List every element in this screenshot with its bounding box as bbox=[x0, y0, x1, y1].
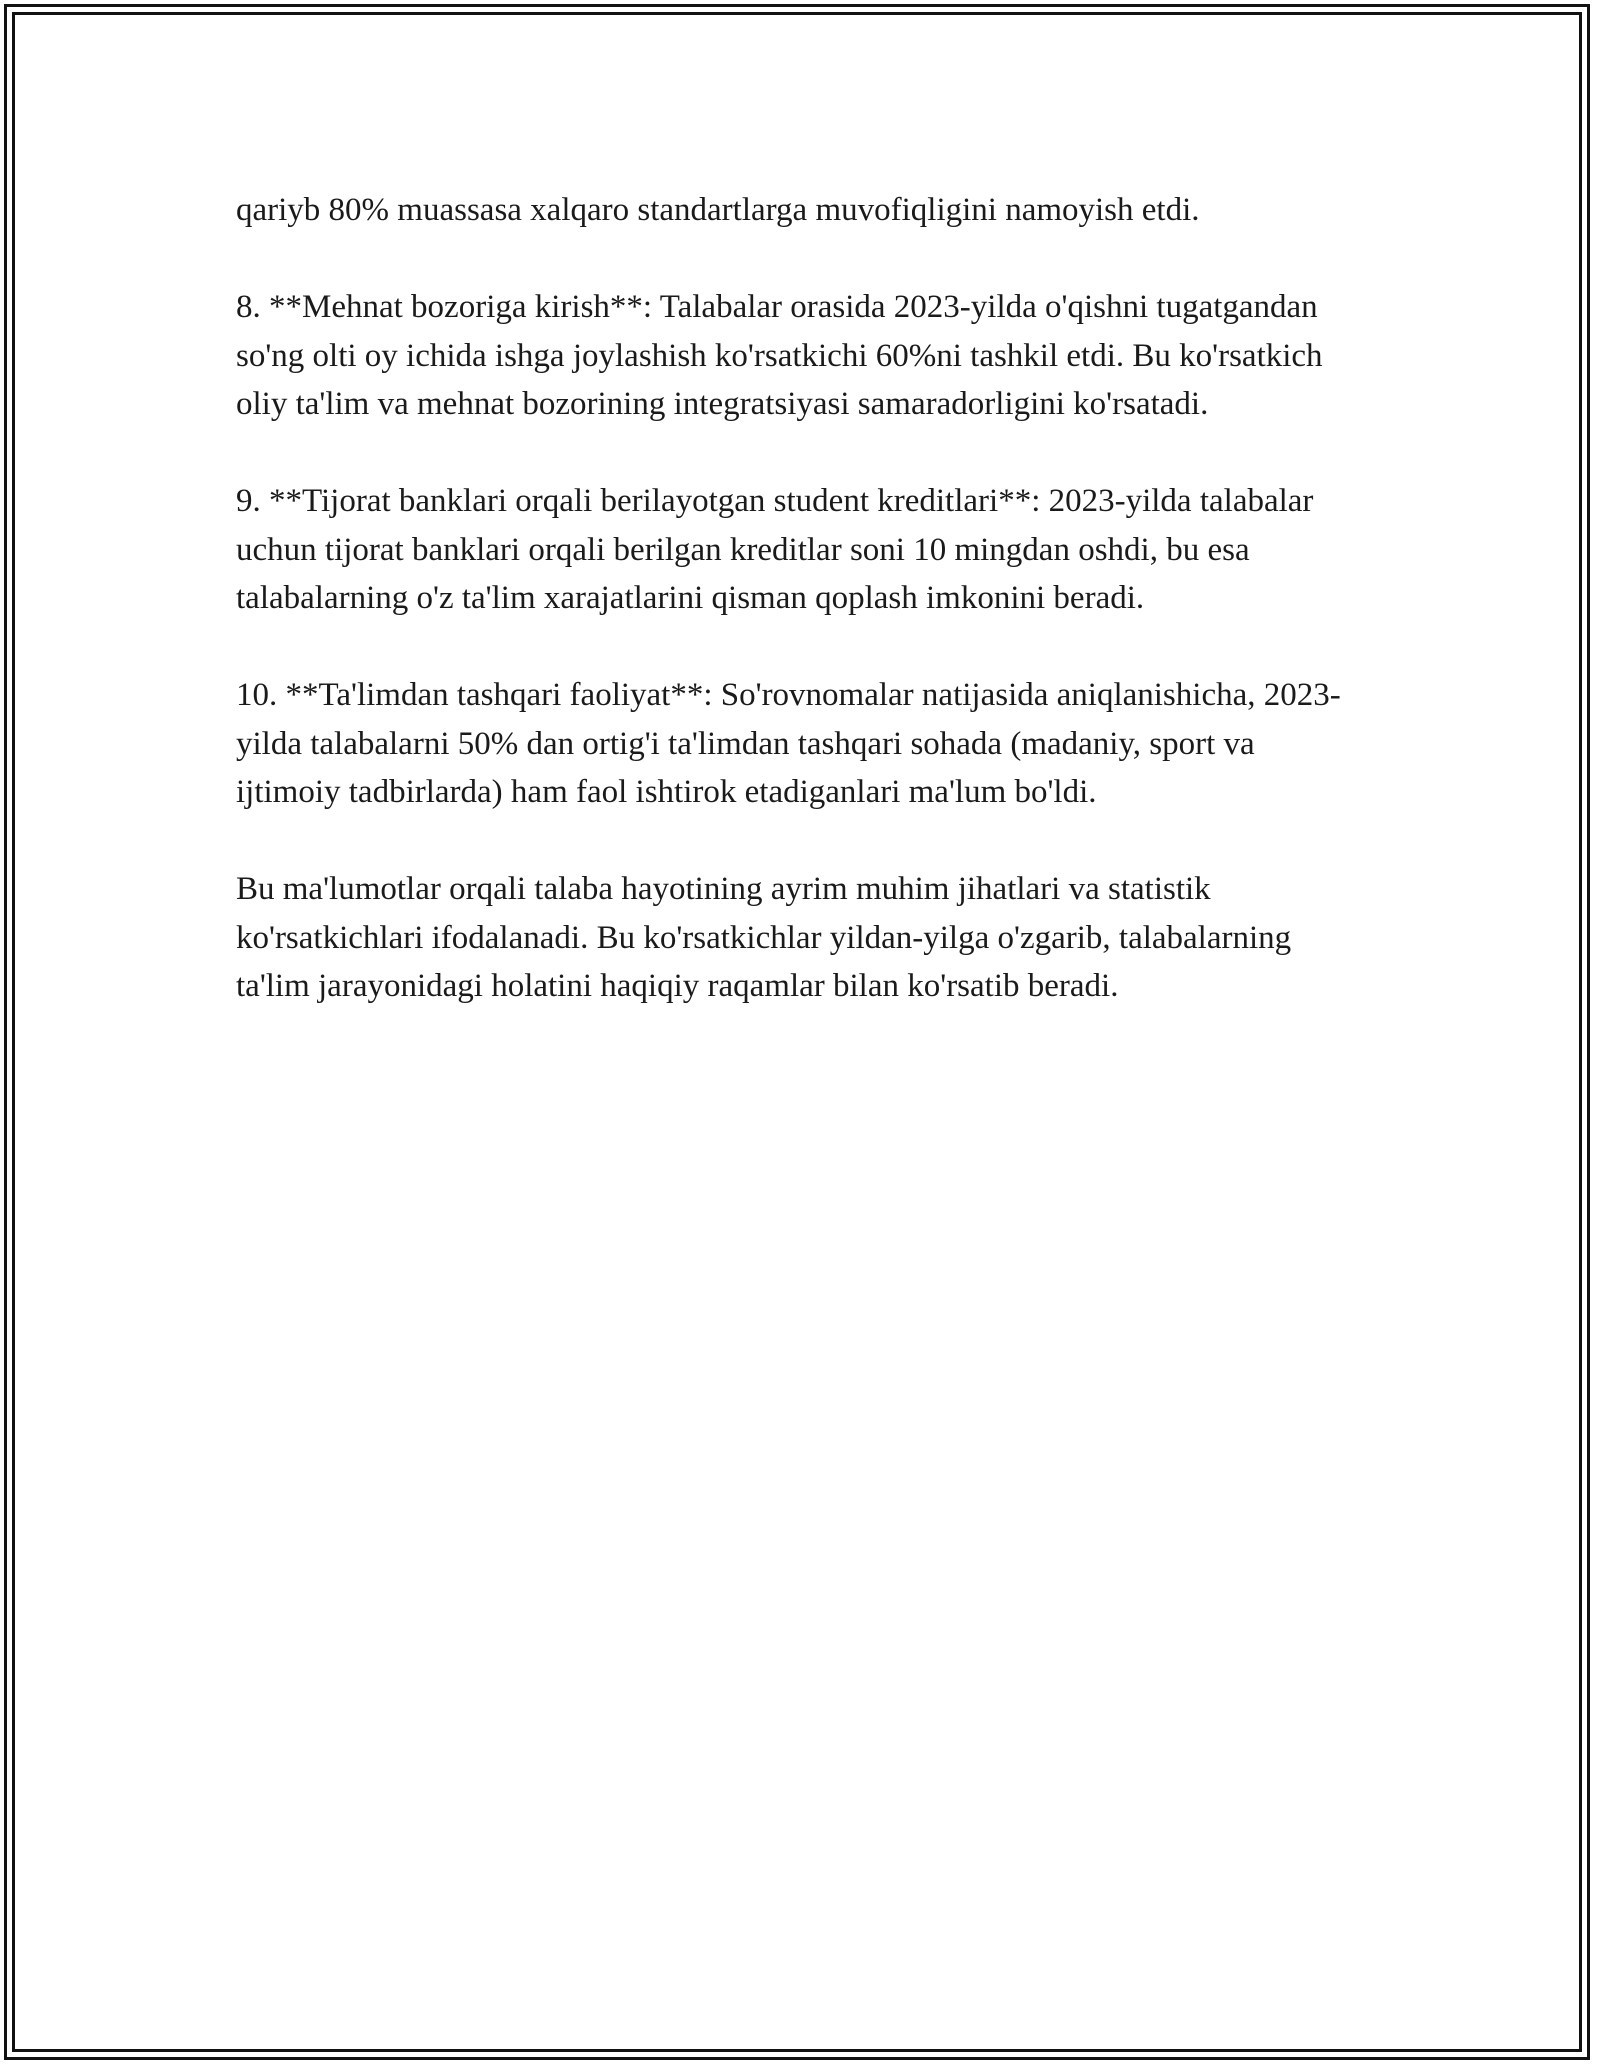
paragraph-item-10: 10. **Ta'limdan tashqari faoliyat**: So'rovnomalar natijasida aniqlanishicha, 2023-yilda talabalarni 50% dan ortig'i ta'limdan tashqari sohada (madaniy, sport va ijtimoiy tadbirlarda) ham faol ishtirok etadiganlari ma'lum bo'ldi. bbox=[236, 677, 1341, 810]
paragraph-item-8: 8. **Mehnat bozoriga kirish**: Talabalar orasida 2023-yilda o'qishni tugatgandan so'ng olti oy ichida ishga joylashish ko'rsatkichi 60%ni tashkil etdi. Bu ko'rsatkich oliy ta'lim va mehnat bozorining integratsiyasi samaradorligini ko'rsatadi. bbox=[236, 289, 1323, 422]
paragraph-conclusion: Bu ma'lumotlar orqali talaba hayotining ayrim muhim jihatlari va statistik ko'rsatkichlari ifodalanadi. Bu ko'rsatkichlar yildan-yilga o'zgarib, talabalarning ta'lim jarayonidagi holatini haqiqiy raqamlar bilan ko'rsatib beradi. bbox=[236, 871, 1292, 1004]
document-body bbox=[236, 186, 1366, 1011]
paragraph-continuation: qariyb 80% muassasa xalqaro standartlarga muvofiqligini namoyish etdi. bbox=[236, 192, 1200, 228]
paragraph-item-9: 9. **Tijorat banklari orqali berilayotgan student kreditlari**: 2023-yilda talabalar uchun tijorat banklari orqali berilgan kreditlar soni 10 mingdan oshdi, bu esa talabalarning o'z ta'lim xarajatlarini qisman qoplash imkonini beradi. bbox=[236, 483, 1314, 616]
